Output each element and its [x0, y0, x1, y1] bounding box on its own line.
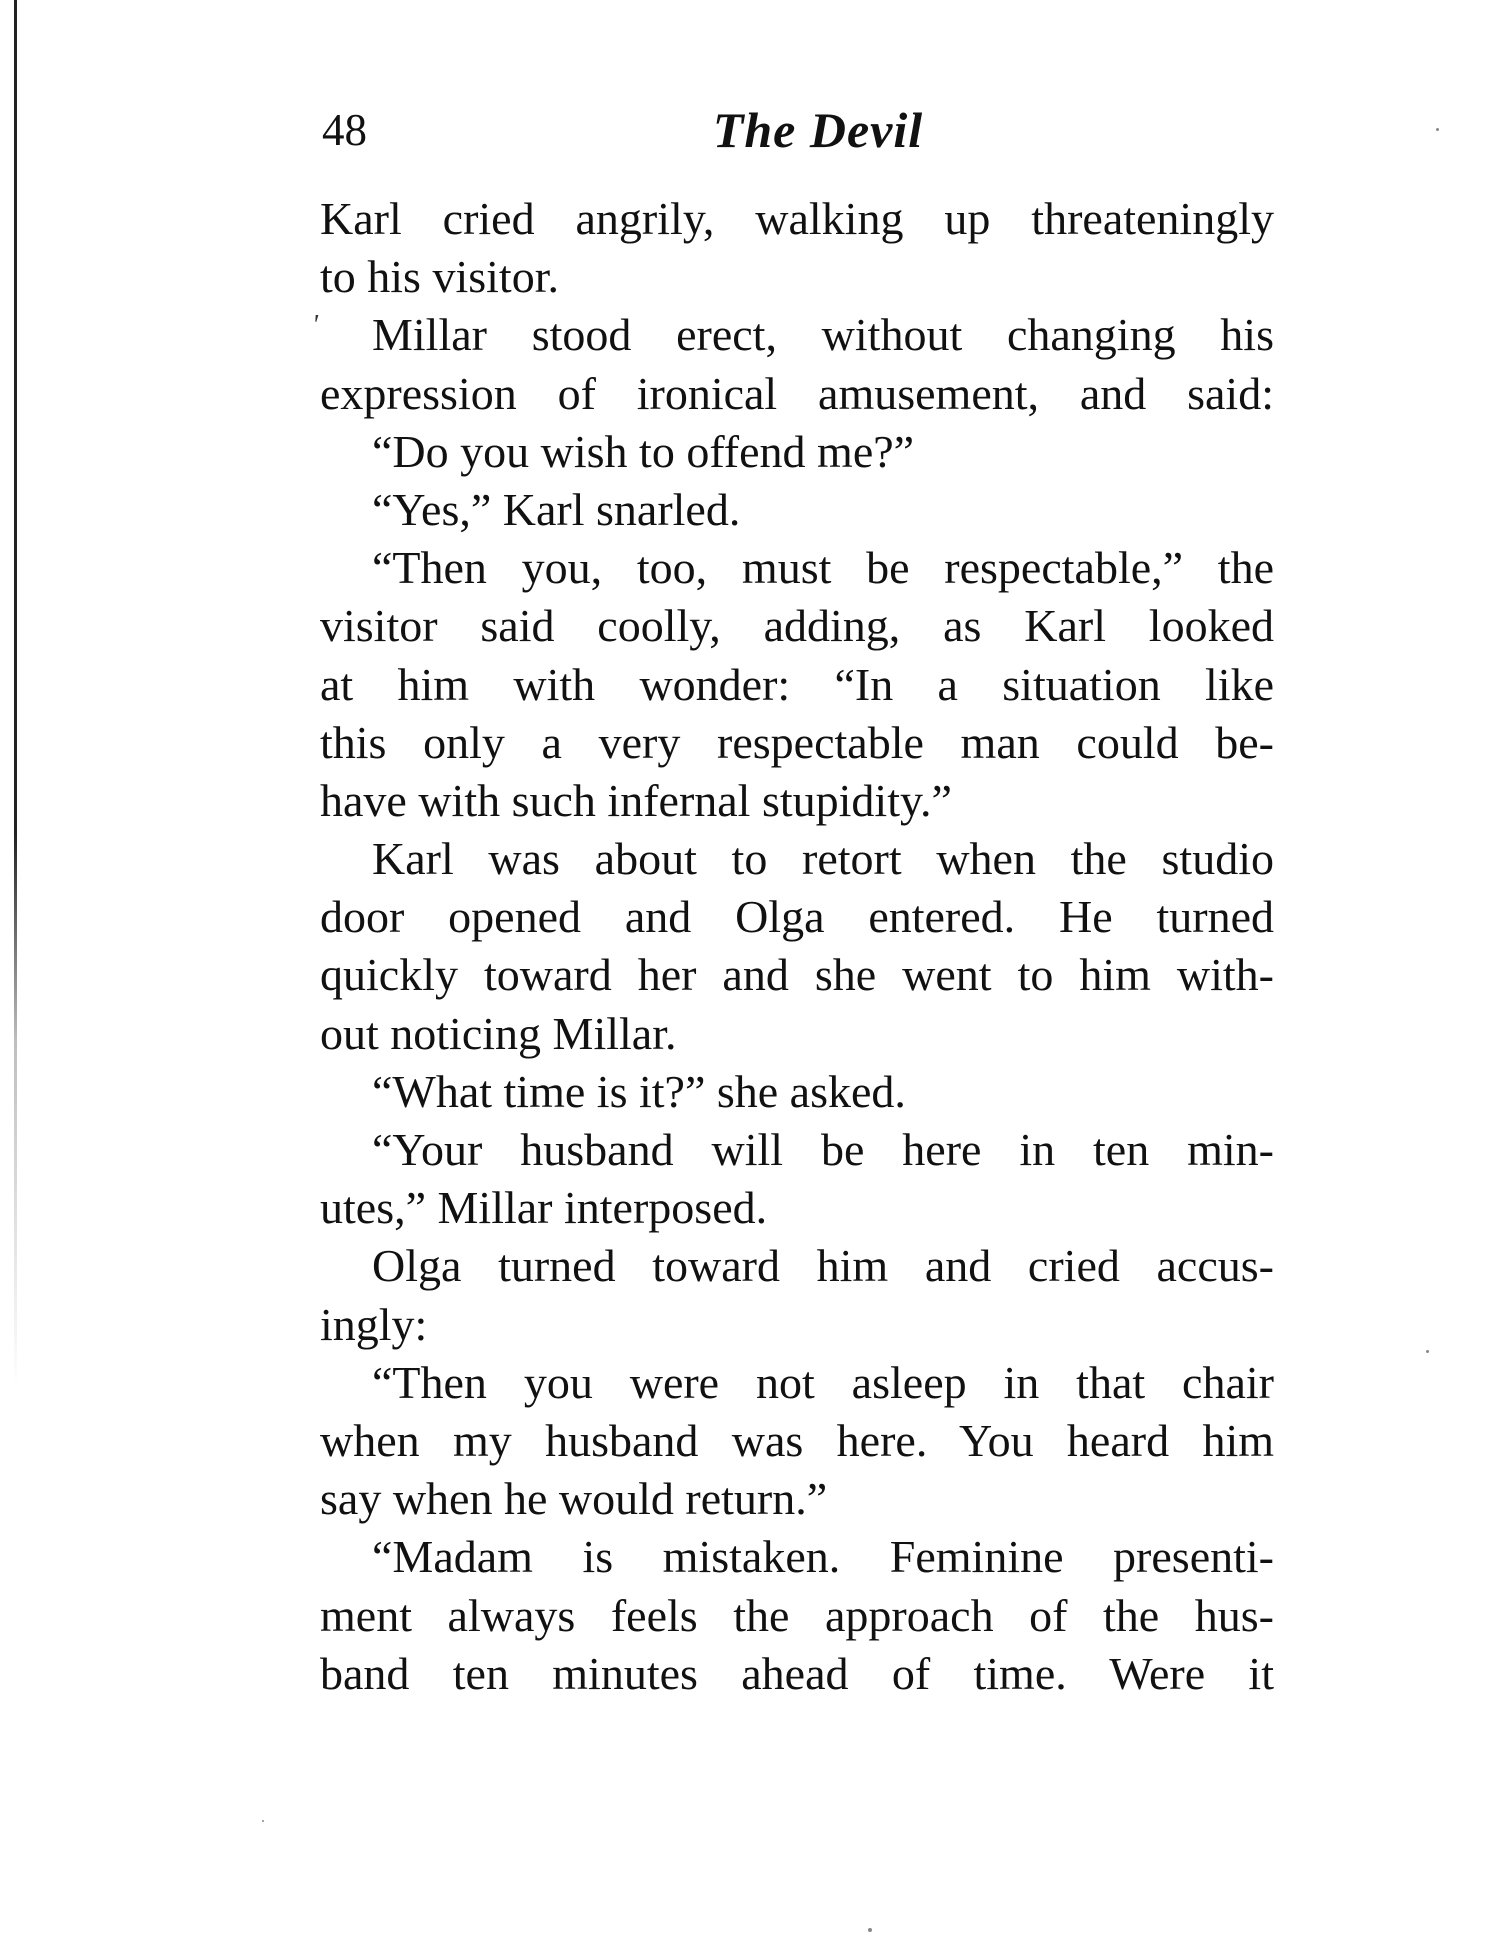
text-line: ingly: — [320, 1298, 428, 1350]
text-line: “Do you wish to offend me?” — [372, 425, 915, 477]
text-line: at him with wonder: “In a situation like — [320, 658, 1274, 710]
paper-speck — [1426, 1350, 1429, 1353]
text-line: have with such infernal stupidity.” — [320, 774, 952, 826]
text-line: “What time is it?” she asked. — [372, 1065, 906, 1117]
text-line: ment always feels the approach of the hus- — [320, 1589, 1274, 1641]
text-line: say when he would return.” — [320, 1473, 828, 1525]
page-header — [322, 98, 1276, 162]
text-line: “Then you were not asleep in that chair — [372, 1356, 1274, 1408]
text-line: “Your husband will be here in ten min- — [372, 1124, 1274, 1175]
paper-speck — [1436, 128, 1439, 131]
text-line: when my husband was here. You heard him — [320, 1414, 1274, 1466]
text-line: “Madam is mistaken. Feminine presenti- — [372, 1531, 1274, 1583]
text-line: quickly toward her and she went to him with- — [320, 949, 1274, 1001]
page-number: 48 — [322, 105, 367, 155]
text-line: band ten minutes ahead of time. Were it — [320, 1647, 1274, 1699]
text-line: “Then you, too, must be respectable,” the — [372, 542, 1274, 594]
text-line: out noticing Millar. — [320, 1007, 677, 1059]
stray-mark: ' — [312, 310, 318, 341]
scan-edge-line — [14, 0, 17, 1390]
text-line: expression of ironical amusement, and said: — [320, 367, 1274, 419]
text-line: Millar stood erect, without changing his — [372, 309, 1274, 361]
paper-speck — [262, 1820, 264, 1822]
text-line: door opened and Olga entered. He turned — [320, 891, 1274, 943]
paper-speck — [868, 1928, 872, 1932]
text-line: Karl was about to retort when the studio — [372, 833, 1274, 885]
text-line: “Yes,” Karl snarled. — [372, 483, 741, 535]
text-line: Karl cried angrily, walking up threateningly — [320, 193, 1274, 244]
text-line: utes,” Millar interposed. — [320, 1182, 768, 1234]
text-line: to his visitor. — [320, 251, 559, 303]
running-title: The Devil — [712, 102, 924, 158]
text-line: this only a very respectable man could be- — [320, 716, 1274, 768]
text-line: Olga turned toward him and cried accus- — [372, 1240, 1274, 1292]
text-line: visitor said coolly, adding, as Karl looked — [320, 600, 1274, 652]
body-text — [320, 190, 1274, 1703]
